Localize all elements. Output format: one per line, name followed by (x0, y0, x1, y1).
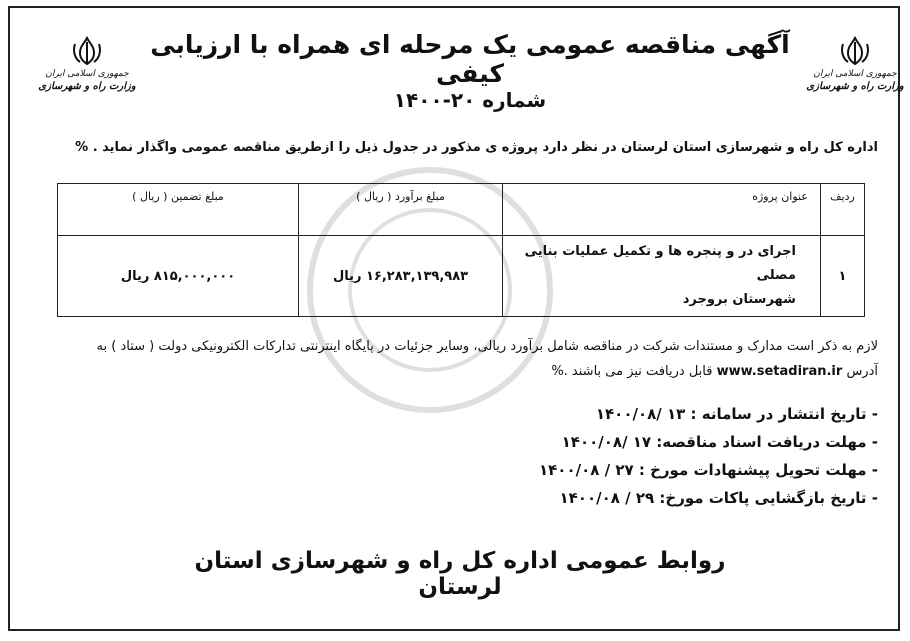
intro-text: اداره کل راه و شهرسازی استان لرستان در نظر دارد پروژه ی مذکور در جدول ذیل را ازطریق مناقصه عمومی واگذار نماید . % (75, 140, 878, 155)
date-opening: - تاریخ بازگشایی پاکات مورخ: ۲۹ / ۱۴۰۰/۰۸ (559, 489, 878, 507)
iran-emblem-icon (838, 36, 872, 66)
notice-number: شماره ۲۰-۱۴۰۰ (393, 88, 547, 112)
notes-line1: لازم به ذکر است مدارک و مستندات شرکت در مناقصه شامل برآورد ریالی، وسایر جزئیات در پایگاه اینترنتی تدارکات الکترونیکی دولت ( ستاد ) به (96, 339, 878, 354)
header-row-number: ردیف (820, 184, 864, 236)
emblem-line2: وزارت راه و شهرسازی (806, 81, 904, 92)
emblem-line1: جمهوری اسلامی ایران (45, 69, 129, 79)
table-row (58, 236, 865, 317)
iran-emblem-icon (70, 36, 104, 66)
header-guarantee: مبلغ تضمین ( ریال ) (58, 184, 299, 236)
cell-guarantee: ۸۱۵,۰۰۰,۰۰۰ ریال (58, 236, 299, 317)
table-header-row (58, 184, 865, 236)
address-prefix: آدرس (846, 364, 878, 379)
website-link[interactable]: www.setadiran.ir (716, 364, 843, 379)
cell-project-title (503, 236, 821, 317)
project-title-line1: اجرای در و پنجره ها و تکمیل عملیات بنایی مصلی (524, 244, 796, 283)
notice-frame (8, 6, 904, 631)
dates-list (278, 400, 878, 512)
cell-row-number: ۱ (820, 236, 864, 317)
footer-signature: روابط عمومی اداره کل راه و شهرسازی استان لرستان (194, 548, 726, 600)
emblem-line2: وزارت راه و شهرسازی (38, 81, 136, 92)
emblem-left (32, 36, 142, 94)
notes-line2 (32, 359, 878, 384)
header-estimate: مبلغ برآورد ( ریال ) (299, 184, 503, 236)
project-title-line2: شهرستان بروجرد (682, 292, 796, 307)
date-documents: - مهلت دریافت اسناد مناقصه: ۱۷ /۱۴۰۰/۰۸ (561, 433, 878, 451)
address-suffix: قابل دریافت نیز می باشند .% (551, 364, 713, 379)
date-publish: - تاریخ انتشار در سامانه : ۱۳ /۱۴۰۰/۰۸ (595, 405, 878, 423)
project-table (57, 183, 865, 317)
cell-estimate: ۱۶,۲۸۳,۱۳۹,۹۸۳ ریال (299, 236, 503, 317)
header-project-title: عنوان پروژه (503, 184, 821, 236)
date-submission: - مهلت تحویل پیشنهادات مورخ : ۲۷ / ۱۴۰۰/۰۸ (538, 461, 878, 479)
notice-title: آگهی مناقصه عمومی یک مرحله ای همراه با ارزیابی کیفی (150, 30, 790, 88)
emblem-right (800, 36, 910, 94)
emblem-line1: جمهوری اسلامی ایران (813, 69, 897, 79)
notes-paragraph (32, 334, 878, 384)
